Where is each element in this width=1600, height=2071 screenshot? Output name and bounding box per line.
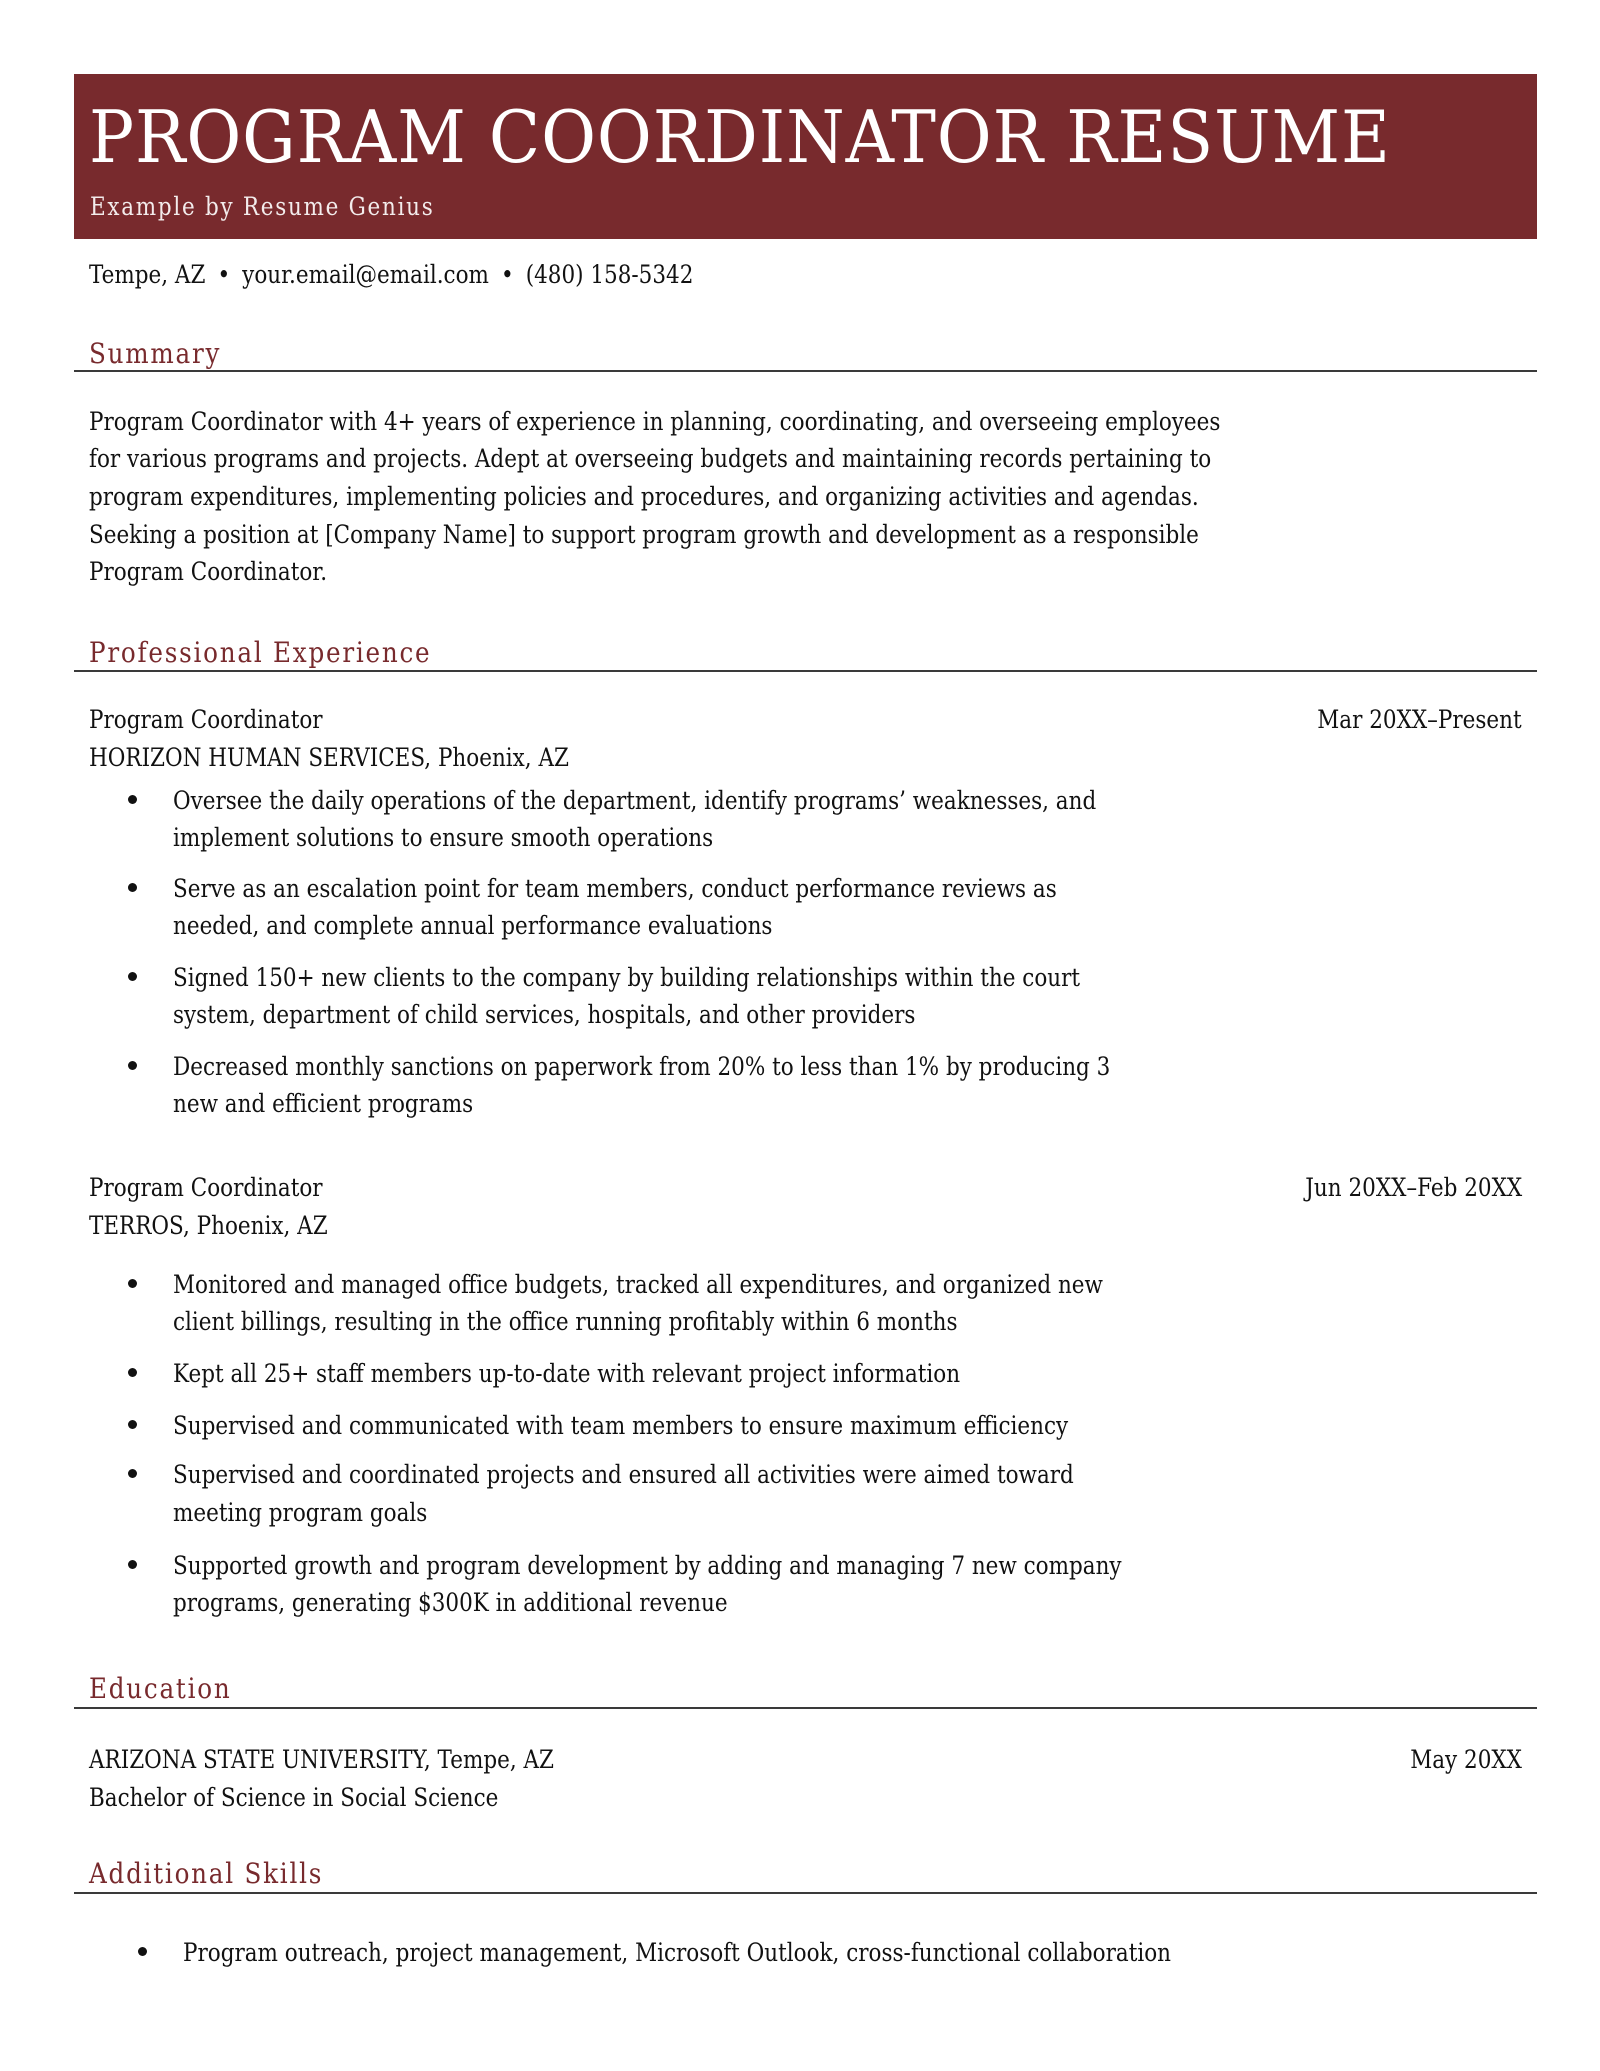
job-bullet-line: Signed 150+ new clients to the company by building relationships within the court [173, 963, 1081, 992]
summary-line: Seeking a position at [Company Name] to support program growth and development as a responsible [89, 520, 1199, 549]
job-company: HORIZON HUMAN SERVICES, Phoenix, AZ [89, 743, 569, 772]
skills-item: Program outreach, project management, Microsoft Outlook, cross-functional collaboration [183, 1938, 1172, 1967]
bullet-icon [128, 1368, 137, 1377]
bullet-icon [128, 972, 137, 981]
contact-phone[interactable]: (480) 158-5342 [525, 260, 694, 289]
bullet-icon [128, 1560, 137, 1569]
summary-line: Program Coordinator with 4+ years of experience in planning, coordinating, and overseeing employees [89, 407, 1221, 436]
summary-line: for various programs and projects. Adept at overseeing budgets and maintaining records pertaining to [89, 444, 1212, 473]
job-bullet-line: Kept all 25+ staff members up-to-date with relevant project information [173, 1359, 961, 1388]
bullet-icon [128, 1279, 137, 1288]
education-degree: Bachelor of Science in Social Science [89, 1783, 499, 1812]
education-date: May 20XX [1410, 1745, 1522, 1774]
job-bullet-line: Monitored and managed office budgets, tracked all expenditures, and organized new [173, 1270, 1103, 1299]
section-heading-experience: Professional Experience [89, 636, 432, 669]
resume-title: PROGRAM COORDINATOR RESUME [89, 95, 1391, 179]
bullet-icon [138, 1947, 147, 1956]
summary-line: program expenditures, implementing policies and procedures, and organizing activities and agendas. [89, 482, 1199, 511]
job-bullet-line: implement solutions to ensure smooth operations [173, 823, 714, 852]
job-bullet-line: programs, generating $300K in additional revenue [173, 1588, 728, 1617]
contact-email[interactable]: your.email@email.com [242, 260, 489, 289]
contact-location: Tempe, AZ [89, 260, 206, 289]
section-heading-skills: Additional Skills [89, 1857, 324, 1890]
job-bullet-line: meeting program goals [173, 1498, 428, 1527]
resume-subtitle: Example by Resume Genius [90, 192, 435, 221]
bullet-icon [128, 1420, 137, 1429]
bullet-separator-icon: • [217, 260, 231, 289]
bullet-separator-icon: • [500, 260, 514, 289]
section-divider [74, 670, 1537, 672]
bullet-icon [128, 795, 137, 804]
job-bullet-line: new and efficient programs [173, 1089, 474, 1118]
job-title: Program Coordinator [89, 1173, 323, 1202]
section-divider [74, 370, 1537, 372]
job-bullet-line: client billings, resulting in the office running profitably within 6 months [173, 1307, 958, 1336]
section-heading-summary: Summary [89, 337, 222, 370]
job-bullet-line: Oversee the daily operations of the department, identify programs’ weaknesses, and [173, 786, 1097, 815]
job-dates: Mar 20XX–Present [1317, 705, 1522, 734]
section-divider [74, 1892, 1537, 1894]
job-bullet-line: Supervised and coordinated projects and ensured all activities were aimed toward [173, 1460, 1074, 1489]
job-bullet-line: Supervised and communicated with team members to ensure maximum efficiency [173, 1411, 1069, 1440]
job-bullet-line: system, department of child services, hospitals, and other providers [173, 1000, 916, 1029]
job-bullet-line: Supported growth and program development by adding and managing 7 new company [173, 1551, 1122, 1580]
section-heading-education: Education [89, 1672, 232, 1705]
bullet-icon [128, 1469, 137, 1478]
job-title: Program Coordinator [89, 705, 323, 734]
job-bullet-line: needed, and complete annual performance evaluations [173, 911, 773, 940]
job-dates: Jun 20XX–Feb 20XX [1305, 1173, 1522, 1202]
bullet-icon [128, 883, 137, 892]
section-divider [74, 1707, 1537, 1709]
summary-line: Program Coordinator. [89, 557, 328, 586]
job-company: TERROS, Phoenix, AZ [89, 1211, 328, 1240]
bullet-icon [128, 1061, 137, 1070]
education-school: ARIZONA STATE UNIVERSITY, Tempe, AZ [89, 1745, 554, 1774]
job-bullet-line: Serve as an escalation point for team members, conduct performance reviews as [173, 874, 1057, 903]
job-bullet-line: Decreased monthly sanctions on paperwork from 20% to less than 1% by producing 3 [173, 1052, 1111, 1081]
contact-line [89, 258, 693, 292]
